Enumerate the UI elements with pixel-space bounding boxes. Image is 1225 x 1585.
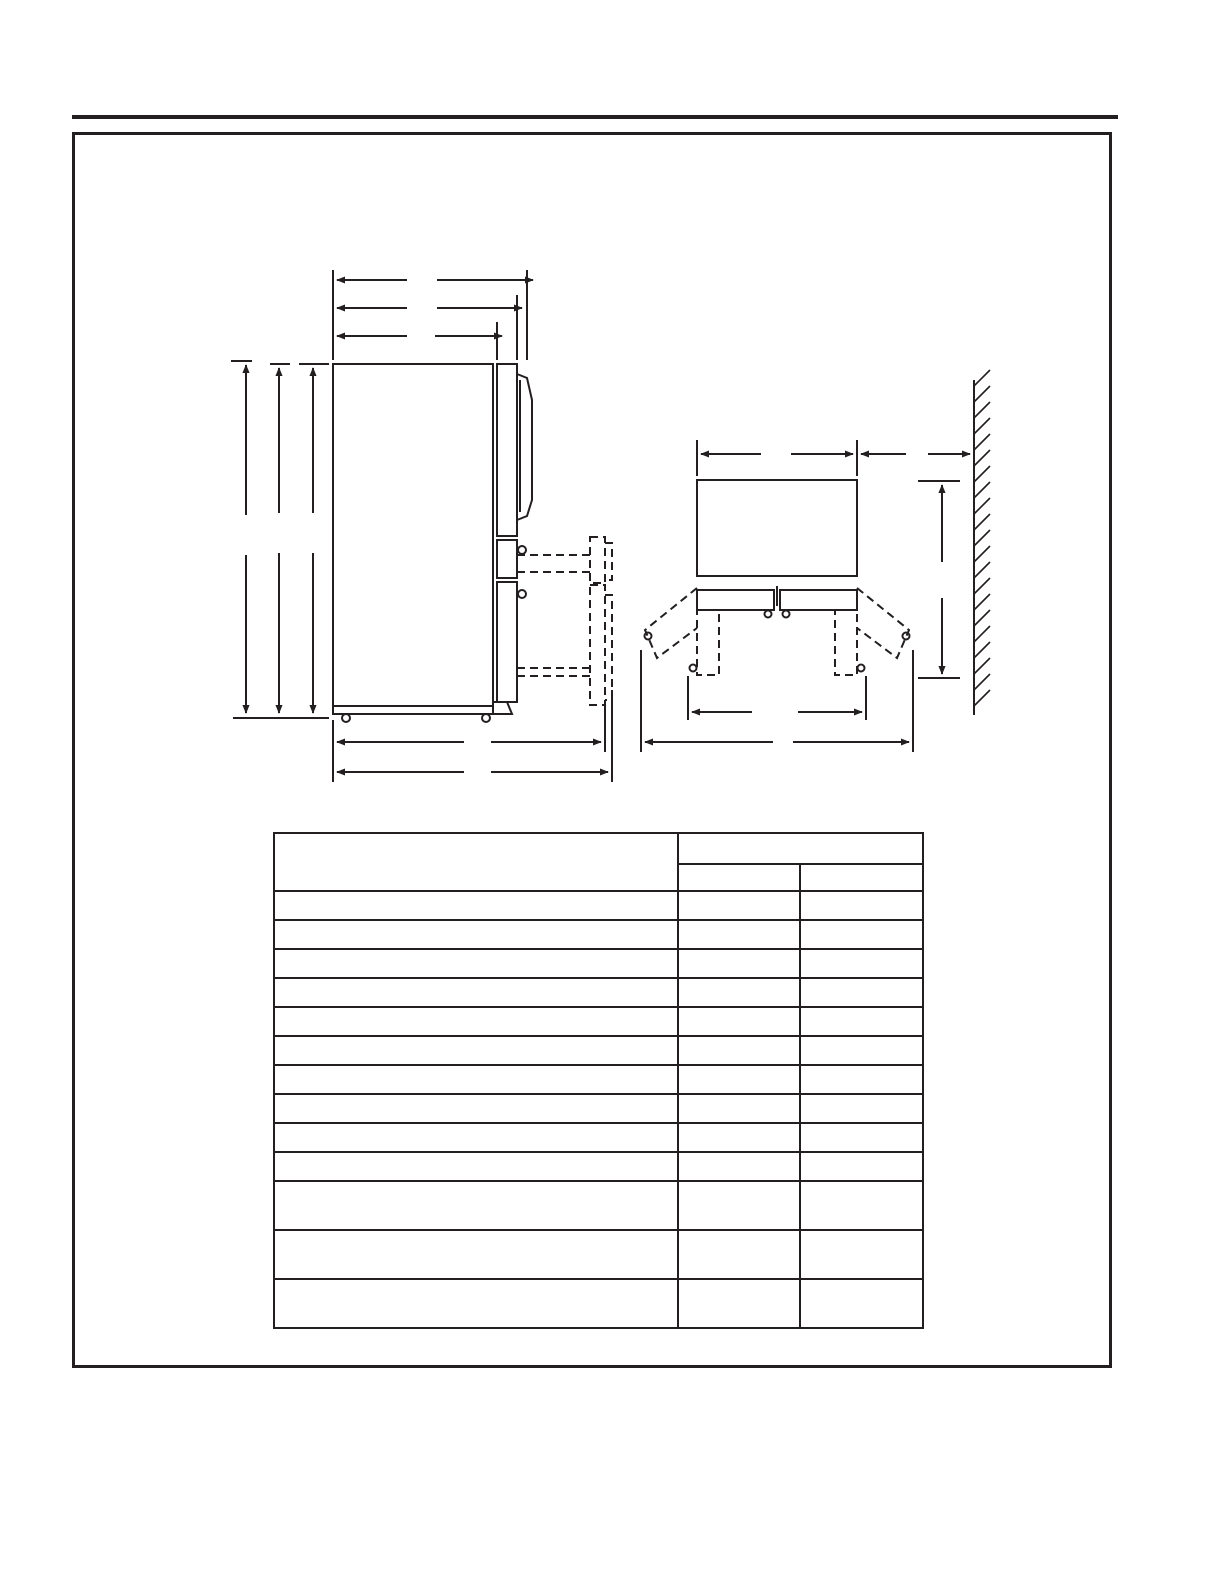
top-view xyxy=(641,370,990,752)
row-value-a xyxy=(678,1094,800,1123)
row-value-b xyxy=(800,1181,923,1230)
row-value-a xyxy=(678,920,800,949)
table-row xyxy=(274,978,923,1007)
table-header-col-a xyxy=(678,864,800,891)
lower-drawer xyxy=(497,582,517,702)
row-value-a xyxy=(678,1230,800,1279)
table-row xyxy=(274,1036,923,1065)
side-view xyxy=(231,270,612,782)
row-value-a xyxy=(678,1152,800,1181)
front-foot xyxy=(342,714,350,722)
row-value-b xyxy=(800,949,923,978)
cabinet-top xyxy=(697,480,857,576)
row-value-a xyxy=(678,1007,800,1036)
row-value-b xyxy=(800,920,923,949)
dimensions-table xyxy=(273,832,924,1329)
row-label xyxy=(274,891,678,920)
row-label xyxy=(274,1230,678,1279)
right-door-closed xyxy=(780,590,857,610)
row-value-a xyxy=(678,949,800,978)
row-label xyxy=(274,949,678,978)
table-header-group xyxy=(678,833,923,864)
row-value-a xyxy=(678,1181,800,1230)
row-value-b xyxy=(800,1123,923,1152)
row-label xyxy=(274,1036,678,1065)
rear-foot xyxy=(482,714,490,722)
row-label xyxy=(274,1152,678,1181)
left-door-closed xyxy=(697,590,774,610)
table-row xyxy=(274,1007,923,1036)
row-label xyxy=(274,1123,678,1152)
row-value-a xyxy=(678,891,800,920)
row-label xyxy=(274,1279,678,1328)
table-row xyxy=(274,1065,923,1094)
wall-hatching xyxy=(974,370,990,706)
cabinet-side xyxy=(333,364,493,714)
middle-drawer xyxy=(497,540,517,578)
table-row xyxy=(274,1230,923,1279)
table-row xyxy=(274,1279,923,1328)
row-value-a xyxy=(678,1123,800,1152)
row-value-b xyxy=(800,1065,923,1094)
upper-door xyxy=(497,364,517,536)
row-label xyxy=(274,1007,678,1036)
table-row xyxy=(274,1181,923,1230)
table-row xyxy=(274,1123,923,1152)
table-row xyxy=(274,1094,923,1123)
row-value-b xyxy=(800,1007,923,1036)
row-value-a xyxy=(678,1036,800,1065)
table-row xyxy=(274,891,923,920)
row-value-b xyxy=(800,978,923,1007)
open-drawer-outlines xyxy=(517,537,612,705)
table-header-description xyxy=(274,833,678,891)
table-row xyxy=(274,949,923,978)
row-label xyxy=(274,1181,678,1230)
row-value-a xyxy=(678,978,800,1007)
row-value-b xyxy=(800,1036,923,1065)
table-header-col-b xyxy=(800,864,923,891)
row-value-a xyxy=(678,1279,800,1328)
row-label xyxy=(274,978,678,1007)
row-value-b xyxy=(800,1279,923,1328)
row-value-b xyxy=(800,1152,923,1181)
row-value-b xyxy=(800,1230,923,1279)
row-label xyxy=(274,920,678,949)
row-label xyxy=(274,1065,678,1094)
table-row xyxy=(274,920,923,949)
table-row xyxy=(274,1152,923,1181)
row-value-a xyxy=(678,1065,800,1094)
row-value-b xyxy=(800,891,923,920)
row-value-b xyxy=(800,1094,923,1123)
row-label xyxy=(274,1094,678,1123)
